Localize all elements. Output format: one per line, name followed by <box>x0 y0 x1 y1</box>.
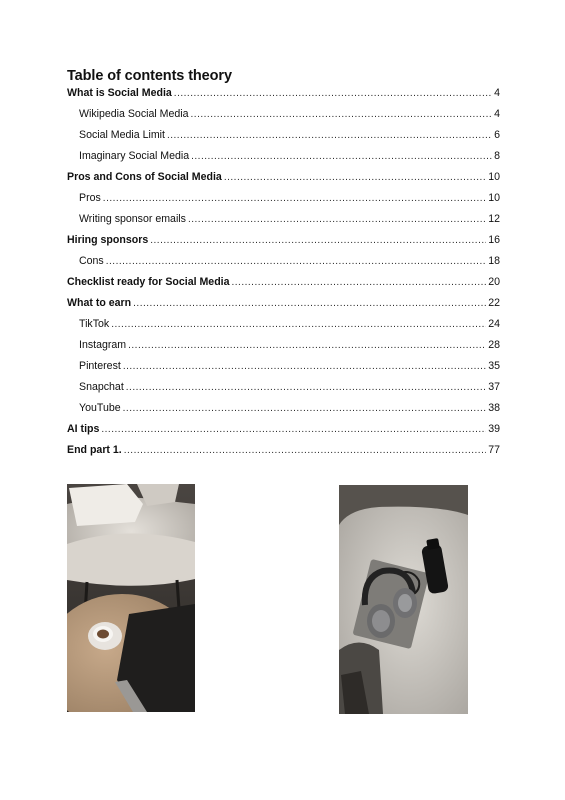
toc-dot-leader <box>101 419 486 440</box>
toc-entry-label: End part 1. <box>67 444 122 456</box>
toc-entry-page: 20 <box>488 276 500 288</box>
toc-dot-leader <box>111 314 486 335</box>
table-of-contents <box>67 83 500 461</box>
photo-armchair-laptop-coffee <box>67 484 195 712</box>
toc-entry-page: 24 <box>488 318 500 330</box>
toc-entry-page: 4 <box>494 87 500 99</box>
photo-headphones-bottle-notebook <box>339 485 468 714</box>
toc-entry-label: AI tips <box>67 423 100 435</box>
toc-entry <box>67 356 500 377</box>
toc-entry-label: Imaginary Social Media <box>79 150 190 162</box>
toc-entry-page: 35 <box>488 360 500 372</box>
toc-entry <box>67 188 500 209</box>
toc-entry-label: What is Social Media <box>67 87 172 99</box>
toc-dot-leader <box>188 209 486 230</box>
toc-dot-leader <box>128 335 486 356</box>
toc-entry-label: What to earn <box>67 297 132 309</box>
toc-dot-leader <box>124 440 486 461</box>
toc-dot-leader <box>123 356 486 377</box>
toc-entry <box>67 314 500 335</box>
toc-entry-page: 4 <box>494 108 500 120</box>
toc-entry-label: TikTok <box>79 318 110 330</box>
headphones-photo-art <box>339 485 468 714</box>
toc-dot-leader <box>133 293 486 314</box>
toc-entry-label: Hiring sponsors <box>67 234 149 246</box>
toc-dot-leader <box>232 272 487 293</box>
toc-entry <box>67 440 500 461</box>
toc-entry <box>67 251 500 272</box>
toc-entry-label: Social Media Limit <box>79 129 165 141</box>
toc-entry <box>67 209 500 230</box>
toc-dot-leader <box>167 125 492 146</box>
toc-entry <box>67 398 500 419</box>
toc-entry-page: 8 <box>494 150 500 162</box>
toc-entry <box>67 146 500 167</box>
toc-entry-label: Wikipedia Social Media <box>79 108 189 120</box>
toc-entry-page: 22 <box>488 297 500 309</box>
toc-entry-label: Instagram <box>79 339 127 351</box>
toc-entry <box>67 125 500 146</box>
toc-entry <box>67 83 500 104</box>
toc-entry-page: 16 <box>488 234 500 246</box>
toc-dot-leader <box>150 230 486 251</box>
toc-entry <box>67 377 500 398</box>
toc-entry <box>67 293 500 314</box>
toc-entry-label: Pros <box>79 192 101 204</box>
toc-dot-leader <box>103 188 486 209</box>
toc-title: Table of contents theory <box>67 68 232 84</box>
toc-entry-page: 6 <box>494 129 500 141</box>
toc-entry-label: Pros and Cons of Social Media <box>67 171 222 183</box>
toc-entry-label: Cons <box>79 255 104 267</box>
toc-entry <box>67 230 500 251</box>
toc-entry-page: 18 <box>488 255 500 267</box>
toc-entry <box>67 104 500 125</box>
toc-entry-page: 10 <box>488 171 500 183</box>
toc-dot-leader <box>123 398 487 419</box>
toc-dot-leader <box>191 104 493 125</box>
toc-entry-page: 10 <box>488 192 500 204</box>
toc-entry-label: YouTube <box>79 402 121 414</box>
toc-entry <box>67 167 500 188</box>
toc-entry-page: 38 <box>488 402 500 414</box>
toc-entry <box>67 335 500 356</box>
toc-entry-label: Snapchat <box>79 381 124 393</box>
toc-dot-leader <box>106 251 486 272</box>
toc-dot-leader <box>224 167 486 188</box>
toc-dot-leader <box>126 377 486 398</box>
toc-entry-page: 28 <box>488 339 500 351</box>
toc-entry <box>67 419 500 440</box>
toc-entry-page: 12 <box>488 213 500 225</box>
toc-dot-leader <box>191 146 492 167</box>
toc-entry-label: Pinterest <box>79 360 121 372</box>
toc-entry-page: 37 <box>488 381 500 393</box>
toc-dot-leader <box>174 83 492 104</box>
toc-entry-page: 39 <box>488 423 500 435</box>
armchair-photo-art <box>67 484 195 712</box>
toc-entry-page: 77 <box>488 444 500 456</box>
toc-entry <box>67 272 500 293</box>
toc-entry-label: Checklist ready for Social Media <box>67 276 230 288</box>
toc-entry-label: Writing sponsor emails <box>79 213 186 225</box>
